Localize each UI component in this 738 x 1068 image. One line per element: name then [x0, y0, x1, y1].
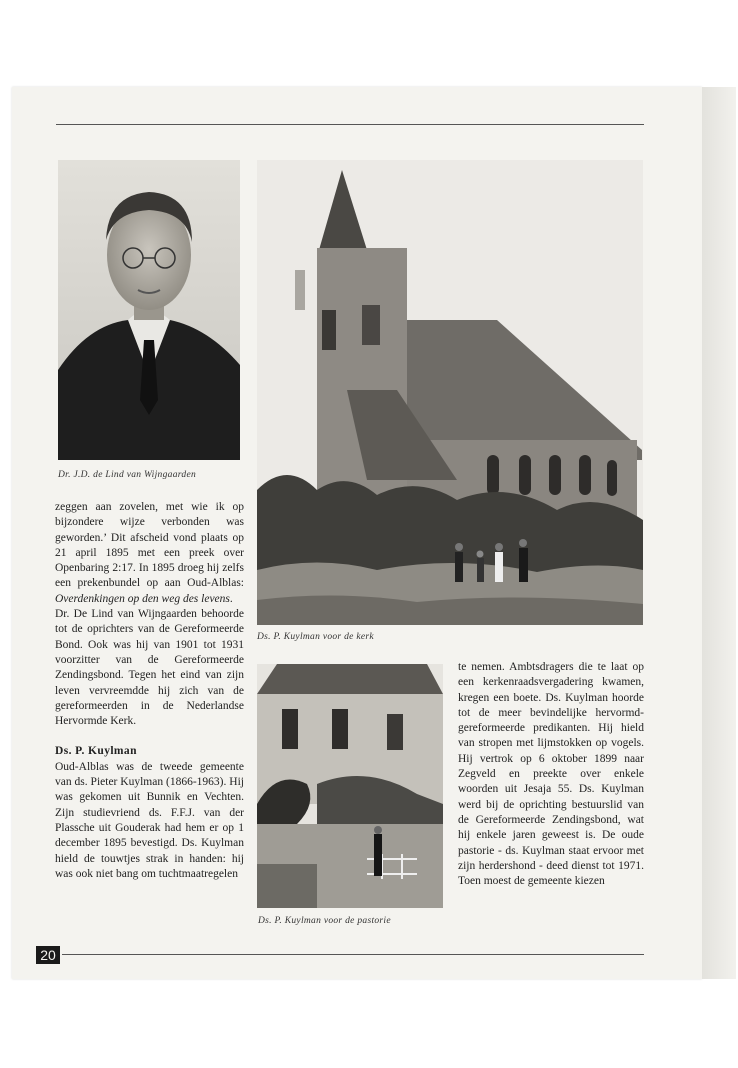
book-title: Overdenkingen op den weg des levens [55, 592, 230, 605]
portrait-illustration [58, 160, 240, 460]
paragraph-1 [55, 500, 244, 607]
parsonage-illustration [257, 664, 443, 908]
next-page-edge [702, 87, 736, 979]
paragraph-3: Oud-Alblas was de tweede gemeente van ds. Pieter Kuylman (1866-1963). Hij was gekomen uit Bunnik en Vechten. Zijn studievriend ds. F.F.J. van der Plassche uit Gouderak had hem er op 1 december 1895 bevestigd. Ds. Kuylman hield de touwtjes strak in handen: hij was ook niet bang om tuchtmaatregelen [55, 760, 244, 880]
church-photo [257, 160, 643, 625]
right-text-column [458, 660, 644, 889]
portrait-caption: Dr. J.D. de Lind van Wijngaarden [58, 470, 197, 480]
left-text-column [55, 500, 244, 882]
parsonage-photo [257, 664, 443, 908]
bottom-rule [62, 954, 644, 955]
paragraph-4: te nemen. Ambtsdragers die te laat op een kerkenraadsvergadering kwamen, kregen een boete. Ds. Kuylman hoorde tot de meer bevindelijke hervormd-gereformeerde predikanten. Hij hield van stropen met lijmstokken op vogels. Hij vertrok op 6 oktober 1899 naar Zegveld en preekte over enkele woorden uit Jesaja 55. Ds. Kuylman werd bij de oprichting bestuurslid van de Gereformeerde Zendingsbond, wat hij enkele jaren geweest is. De oude pastorie - ds. Kuylman staat ervoor met zijn herdershond - deed dienst tot 1971. Toen moest de gemeente kiezen [458, 661, 644, 888]
portrait-photo [58, 160, 240, 460]
section-heading: Ds. P. Kuylman [55, 745, 137, 758]
paragraph-1-text: zeggen aan zovelen, met wie ik op bijzondere wijze verbonden was geworden.’ Dit afscheid vond plaats op 21 april 1895 met een preek over Openbaring 2:17. In 1895 droeg hij zelfs een prekenbundel op aan Oud-Alblas: [55, 501, 244, 590]
church-caption: Ds. P. Kuylman voor de kerk [257, 632, 374, 642]
paragraph-2: Dr. De Lind van Wijngaarden behoorde tot de oprichters van de Gereformeerde Bond. Ook was hij van 1901 tot 1931 voorzitter van de Gereformeerde Zendingsbond. Tegen het eind van zijn leven vervreemdde hij zich van de gereformeerden in de Nederlandse Hervormde Kerk. [55, 608, 244, 728]
church-illustration [257, 160, 643, 625]
top-rule [56, 124, 644, 125]
paragraph-1-end: . [229, 592, 233, 605]
page-number: 20 [36, 946, 60, 964]
parsonage-caption: Ds. P. Kuylman voor de pastorie [258, 916, 391, 926]
